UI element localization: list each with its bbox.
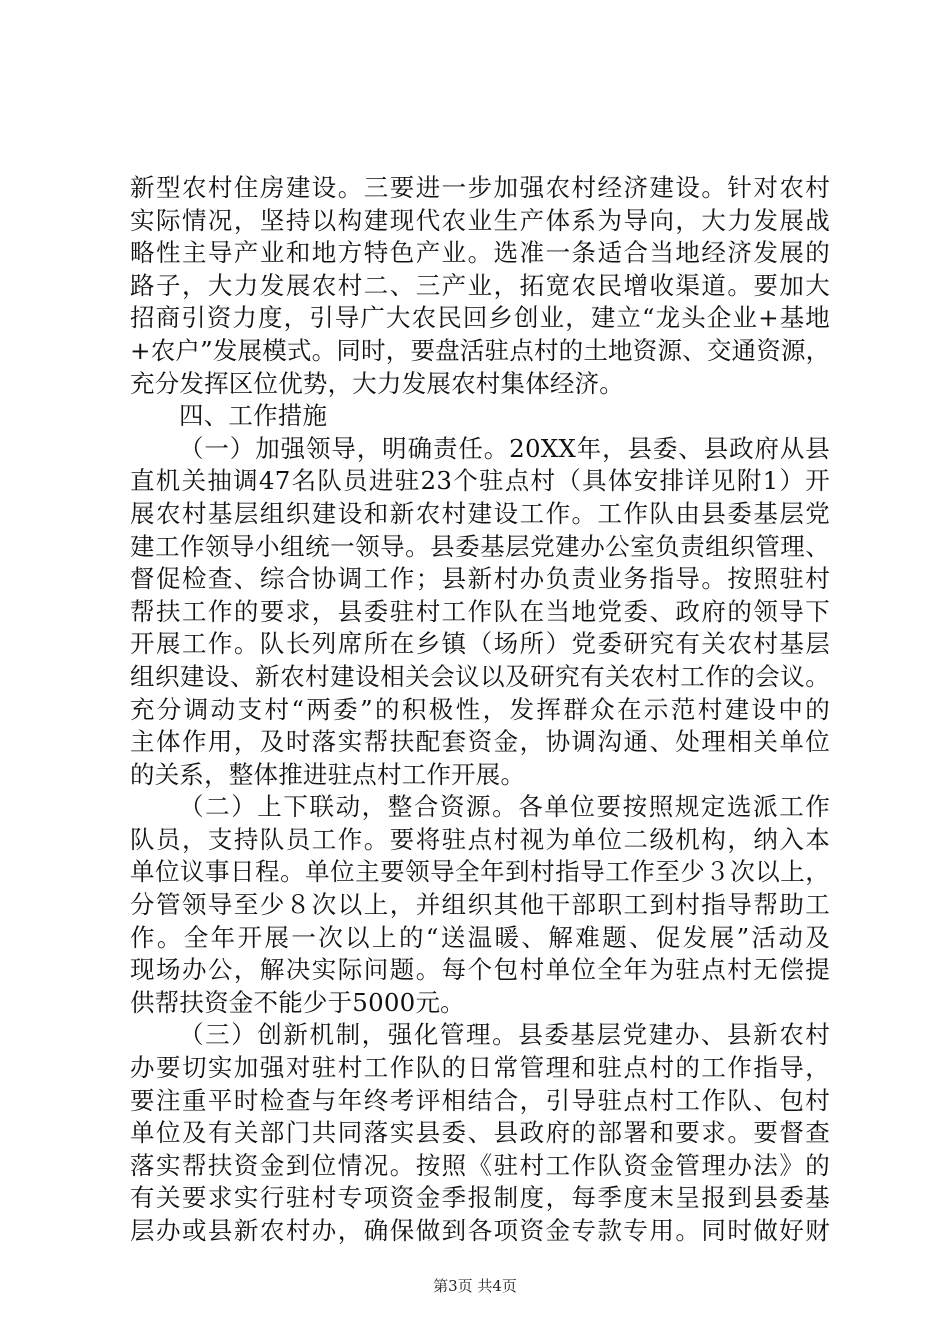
text-line: 分管领导至少８次以上，并组织其他干部职工到村指导帮助工 — [130, 890, 830, 920]
document-body — [130, 172, 830, 1248]
text-line: 单位议事日程。单位主要领导全年到村指导工作至少３次以上， — [130, 857, 830, 887]
text-line: 建工作领导小组统一领导。县委基层党建办公室负责组织管理、 — [130, 531, 830, 561]
text-line: 新型农村住房建设。三要进一步加强农村经济建设。针对农村 — [130, 173, 830, 202]
text-line: 队员，支持队员工作。要将驻点村视为单位二级机构，纳入本 — [130, 824, 830, 854]
paragraph-start-line: （一）加强领导，明确责任。20XX年，县委、县政府从县 — [179, 433, 830, 463]
text-line: 有关要求实行驻村专项资金季报制度，每季度末呈报到县委基 — [130, 1183, 830, 1213]
text-line: 层办或县新农村办，确保做到各项资金专款专用。同时做好财 — [130, 1216, 830, 1245]
section-heading: 四、工作措施 — [179, 401, 328, 431]
text-line: 督促检查、综合协调工作；县新村办负责业务指导。按照驻村 — [130, 564, 830, 594]
text-line: 现场办公，解决实际问题。每个包村单位全年为驻点村无偿提 — [130, 955, 830, 985]
paragraph-start-line: （三）创新机制，强化管理。县委基层党建办、县新农村 — [179, 1020, 830, 1050]
page-number-footer: 第3页 共4页 — [433, 1277, 517, 1295]
text-line: 主体作用，及时落实帮扶配套资金，协调沟通、处理相关单位 — [130, 727, 830, 757]
text-line: 充分调动支村“两委”的积极性，发挥群众在示范村建设中的 — [130, 694, 830, 724]
text-line: 招商引资力度，引导广大农民回乡创业，建立“龙头企业+基地 — [130, 303, 830, 333]
text-line: 组织建设、新农村建设相关会议以及研究有关农村工作的会议。 — [130, 661, 830, 691]
text-line: 略性主导产业和地方特色产业。选准一条适合当地经济发展的 — [130, 238, 830, 268]
text-line: 直机关抽调47名队员进驻23个驻点村（具体安排详见附1）开 — [130, 466, 830, 496]
text-line: 的关系，整体推进驻点村工作开展。 — [130, 759, 526, 789]
text-line: 充分发挥区位优势，大力发展农村集体经济。 — [130, 368, 624, 398]
text-line: 要注重平时检查与年终考评相结合，引导驻点村工作队、包村 — [130, 1085, 830, 1115]
text-line: 开展工作。队长列席所在乡镇（场所）党委研究有关农村基层 — [130, 629, 830, 659]
text-line: 路子，大力发展农村二、三产业，拓宽农民增收渠道。要加大 — [130, 270, 830, 300]
text-line: 作。全年开展一次以上的“送温暖、解难题、促发展”活动及 — [130, 922, 830, 952]
text-line: 展农村基层组织建设和新农村建设工作。工作队由县委基层党 — [130, 498, 830, 528]
text-line: 落实帮扶资金到位情况。按照《驻村工作队资金管理办法》的 — [130, 1150, 830, 1180]
text-line: 帮扶工作的要求，县委驻村工作队在当地党委、政府的领导下 — [130, 596, 830, 626]
text-line: 供帮扶资金不能少于5000元。 — [130, 987, 465, 1017]
text-line: 实际情况，坚持以构建现代农业生产体系为导向，大力发展战 — [130, 205, 830, 235]
paragraph-start-line: （二）上下联动，整合资源。各单位要按照规定选派工作 — [179, 792, 830, 822]
text-line: 单位及有关部门共同落实县委、县政府的部署和要求。要督查 — [130, 1118, 830, 1148]
text-line: 办要切实加强对驻村工作队的日常管理和驻点村的工作指导， — [130, 1053, 830, 1083]
text-line: +农户”发展模式。同时，要盘活驻点村的土地资源、交通资源， — [130, 335, 831, 365]
